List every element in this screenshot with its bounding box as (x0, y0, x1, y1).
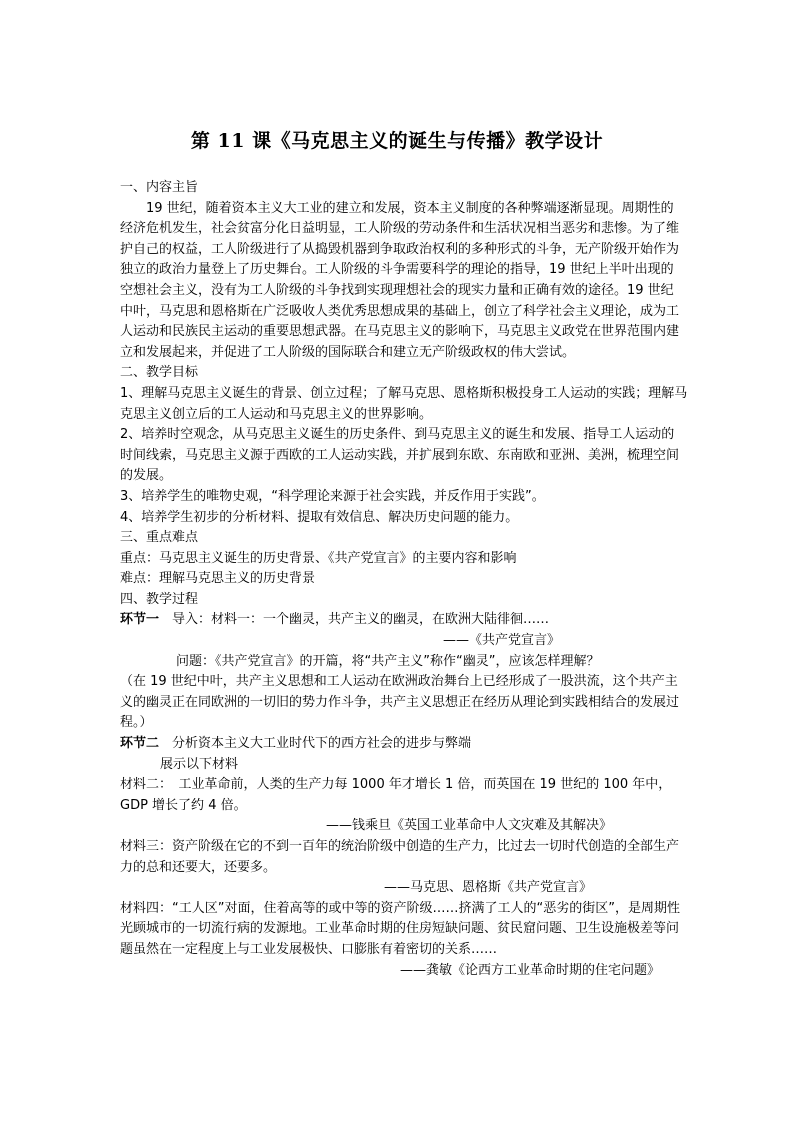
section-heading-keypoints: 三、重点难点 (120, 530, 199, 546)
objective-item-1: 1、理解马克思主义诞生的背景、创立过程；了解马克思、恩格斯积极投身工人运动的实践；理解马克思主义创立后的工人运动和马克思主义的世界影响。 (120, 385, 688, 422)
material-4-source: ——龚敏《论西方工业革命时期的住宅问题》 (399, 962, 660, 978)
objective-item-2: 2、培养时空观念，从马克思主义诞生的历史条件、到马克思主义的诞生和发展、指导工人运动的时间线索，马克思主义源于西欧的工人运动实践，并扩展到东欧、东南欧和亚洲、美洲，梳理空间的发展。 (120, 427, 680, 484)
show-materials: 展示以下材料 (160, 756, 239, 772)
material-2-source: ——钱乘旦《英国工业革命中人文灾难及其解决》 (325, 818, 612, 834)
material-2: 材料二： 工业革命前，人类的生产力每 1000 年才增长 1 倍，而英国在 19 世纪的 100 年中，GDP 增长了约 4 倍。 (120, 777, 672, 813)
section-heading-process: 四、教学过程 (120, 591, 199, 607)
section-heading-objectives: 二、教学目标 (120, 365, 199, 381)
step-2-label: 环节二 (120, 736, 160, 752)
material-3-source: ——马克思、恩格斯《共产党宣言》 (383, 880, 592, 896)
step-1-text: 导入：材料一：一个幽灵，共产主义的幽灵，在欧洲大陆徘徊…… (172, 612, 550, 628)
step-1-label: 环节一 (120, 612, 160, 628)
step-2 (120, 734, 680, 755)
material-4: 材料四：“工人区”对面，住着高等的或中等的资产阶级……挤满了工人的“恶劣的街区”，是周期性光顾城市的一切流行病的发源地。工业革命时期的住房短缺问题、贫民窟问题、卫生设施极差等问题虽然在一定程度上与工业发展极快、口膨胀有着密切的关系…… (120, 900, 680, 957)
document-body (120, 178, 688, 981)
answer: （在 19 世纪中叶，共产主义思想和工人运动在欧洲政治舞台上已经形成了一股洪流，这个共产主义的幽灵正在同欧洲的一切旧的势力作斗争，共产主义思想正在经历从理论到实践相结合的发展过程。） (120, 674, 680, 731)
material-3: 材料三：资产阶级在它的不到一百年的统治阶级中创造的生产力，比过去一切时代创造的全部生产力的总和还要大，还要多。 (120, 839, 680, 875)
step-1 (120, 610, 680, 631)
step-2-text: 分析资本主义大工业时代下的西方社会的进步与弊端 (172, 736, 472, 752)
key-point: 重点：马克思主义诞生的历史背景、《共产党宣言》的主要内容和影响 (120, 550, 517, 566)
objective-item-4: 4、培养学生初步的分析材料、提取有效信息、解决历史问题的能力。 (120, 509, 519, 525)
difficulty-point: 难点：理解马克思主义的历史背景 (120, 571, 316, 587)
objective-item-3: 3、培养学生的唯物史观，“科学理论来源于社会实践，并反作用于实践”。 (120, 488, 545, 504)
content-paragraph: 19 世纪，随着资本主义大工业的建立和发展，资本主义制度的各种弊端逐渐显现。周期性的经济危机发生，社会贫富分化日益明显，工人阶级的劳动条件和生活状况相当恶劣和悲惨。为了维护自己的权益，工人阶级进行了从捣毁机器到争取政治权利的多种形式的斗争，无产阶级开始作为独立的政治力量登上了历史舞台。工人阶级的斗争需要科学的理论的指导，19 世纪上半叶出现的空想社会主义，没有为工人阶级的斗争找到实现理想社会的现实力量和正确有效的途径。19 世纪中叶，马克思和恩格斯在广泛吸收人类优秀思想成果的基础上，创立了科学社会主义理论，成为工人运动和民族民主运动的重要思想武器。在马克思主义的影响下，马克思主义政党在世界范围内建立和发展起来，并促进了工人阶级的国际联合和建立无产阶级政权的伟大尝试。 (120, 200, 680, 360)
document-title: 第 11 课《马克思主义的诞生与传播》教学设计 (190, 130, 604, 152)
section-heading-content: 一、内容主旨 (120, 180, 199, 195)
step-1-source: ——《共产党宣言》 (442, 633, 560, 649)
question: 问题：《共产党宣言》的开篇，将“共产主义”称作“幽灵”，应该怎样理解？ (176, 653, 600, 669)
